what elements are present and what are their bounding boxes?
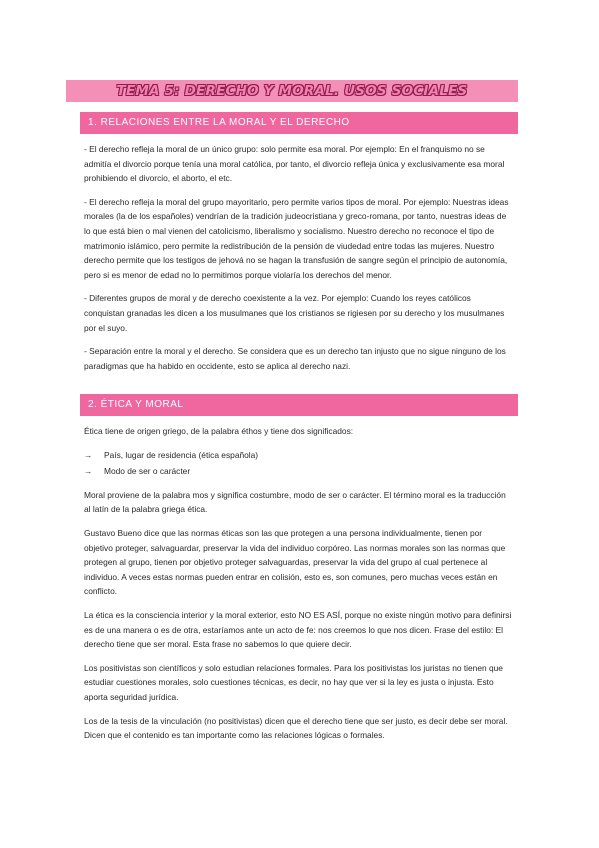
list-item bbox=[84, 464, 512, 479]
paragraph: Los positivistas son científicos y solo estudian relaciones formales. Para los positivistas los juristas no tienen que estudiar cuestiones morales, solo cuestiones técnicas, es decir, no hay que ver si la ley es justa o injusta. Esto aporta seguridad jurídica. bbox=[84, 662, 503, 702]
section-1-body bbox=[84, 142, 512, 382]
paragraph: - El derecho refleja la moral de un único grupo: solo permite esa moral. Por ejemplo: En el franquismo no se admitía el divorcio porque tenía una moral católica, por tanto, el divorcio refleja única y exclusivamente esa moral prohibiendo el divorcio, el aborto, el etc. bbox=[84, 144, 505, 184]
paragraph: Ética tiene de origen griego, de la palabra éthos y tiene dos significados: bbox=[84, 426, 354, 436]
arrow-icon: → bbox=[84, 449, 93, 460]
paragraph: Moral proviene de la palabra mos y significa costumbre, modo de ser o carácter. El término moral es la traducción al latín de la palabra griega ética. bbox=[84, 489, 506, 515]
document-title: TEMA 5: DERECHO Y MORAL. USOS SOCIALES bbox=[116, 83, 468, 99]
section-2-title: 2. ÉTICA Y MORAL bbox=[88, 399, 184, 410]
section-2-header bbox=[80, 394, 518, 416]
section-1-header bbox=[80, 112, 518, 134]
paragraph: - Separación entre la moral y el derecho. Se considera que es un derecho tan injusto que no sigue ninguno de los paradigmas que ha habido en occidente, esto se aplica al derecho nazi. bbox=[84, 346, 506, 371]
arrow-icon: → bbox=[84, 466, 93, 477]
section-1-title: 1. RELACIONES ENTRE LA MORAL Y EL DERECHO bbox=[88, 117, 350, 128]
paragraph: Gustavo Bueno dice que las normas éticas son las que protegen a una persona individualmente, tienen por objetivo proteger, salvaguardar, preservar la vida del individuo corpóreo. Las normas morales son las normas que protegen al grupo, tienen por objetivo proteger salvaguardas, preservar la vida del grupo al cual pertenece al individuo. A veces estas normas pueden entrar en colisión, esto es, son comunes, pero muchas veces están en conflicto. bbox=[84, 527, 506, 597]
paragraph: - Diferentes grupos de moral y de derecho coexistente a la vez. Por ejemplo: Cuando los reyes católicos conquistan granadas les dicen a los musulmanes que los cristianos se rigiesen por su derecho y los musulmanes por el suyo. bbox=[84, 293, 505, 333]
paragraph: La ética es la consciencia interior y la moral exterior, esto NO ES ASÍ, porque no existe ningún motivo para definirsi es de una manera o es de otra, estaríamos ante un acto de fe: nos creemos lo que nos dicen. Frase del estilo: El derecho tiene que ser moral. Esta frase no sabemos lo que quiere decir. bbox=[84, 609, 512, 650]
section-2-body bbox=[84, 424, 512, 752]
meanings-list bbox=[84, 448, 512, 479]
list-item-text: Modo de ser o carácter bbox=[104, 466, 191, 477]
list-item-text: País, lugar de residencia (ética española) bbox=[104, 449, 259, 460]
paragraph: Los de la tesis de la vinculación (no positivistas) dicen que el derecho tiene que ser justo, es decir debe ser moral. Dicen que el contenido es tan importante como las relaciones lógicas o formales. bbox=[84, 715, 508, 741]
paragraph: - El derecho refleja la moral del grupo mayoritario, pero permite varios tipos de moral. Por ejemplo: Nuestras ideas morales (la de los españoles) vendrían de la tradición judeocristiana y greco-romana, por tanto, nuestras ideas de lo que está bien o mal vienen del catolicismo, liberalismo y socialismo. Nuestro derecho no reconoce el tipo de matrimonio islámico, pero permite la redistribución de la pensión de viudedad entre todas las mujeres. Nuestro derecho permite que los testigos de jehová no se hagan la transfusión de sangre según el principio de autonomía, pero si es menor de edad no lo permitimos porque violaría los derechos del menor. bbox=[84, 196, 509, 280]
list-item bbox=[84, 448, 512, 463]
document-title-banner bbox=[66, 80, 518, 102]
